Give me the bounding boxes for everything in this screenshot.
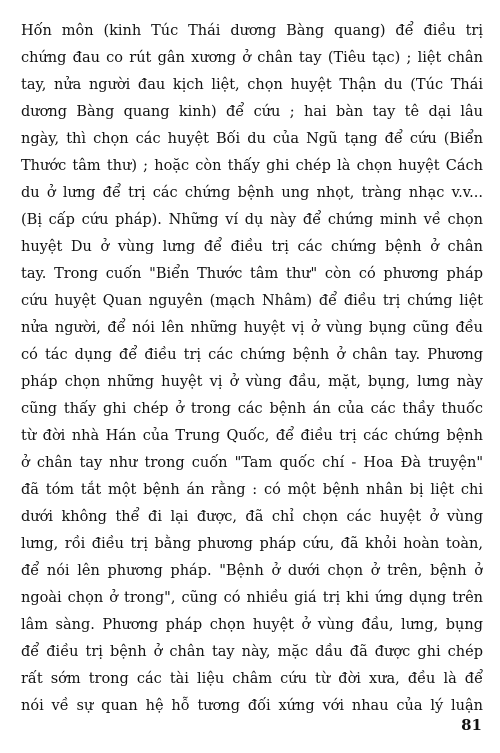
text-line: Hốn môn (kinh Túc Thái dương Bàng quang) để điều trị [21,23,483,39]
text-line: ở chân tay như trong cuốn "Tam quốc chí - Hoa Đà truyện" [21,455,483,471]
text-line: rất sớm trong các tài liệu châm cứu từ đời xưa, đều là để [21,671,483,687]
text-line: Thước tâm thư) ; hoặc còn thấy ghi chép là chọn huyệt Cách [21,158,483,174]
text-line: pháp chọn những huyệt vị ở vùng đầu, mặt, bụng, lưng này [21,374,483,390]
text-line: cứu huyệt Quan nguyên (mạch Nhâm) để điều trị chứng liệt [21,293,483,309]
text-line: (Bị cấp cứu pháp). Những ví dụ này để chứng minh về chọn [21,212,483,228]
text-line: cũng thấy ghi chép ở trong các bệnh án của các thầy thuốc [21,401,483,417]
text-line: tay, nửa người đau kịch liệt, chọn huyệt Thận du (Túc Thái [21,77,483,93]
text-line: để nói lên phương pháp. "Bệnh ở dưới chọn ở trên, bệnh ở [21,563,483,579]
text-line: du ở lưng để trị các chứng bệnh ung nhọt, tràng nhạc v.v... [21,185,483,201]
text-line: nửa người, để nói lên những huyệt vị ở vùng bụng cũng đều [21,320,483,336]
text-line: ngoài chọn ở trong", cũng có nhiều giá trị khi ứng dụng trên [21,590,483,606]
text-line: từ đời nhà Hán của Trung Quốc, để điều trị các chứng bệnh [21,428,483,444]
text-line: lâm sàng. Phương pháp chọn huyệt ở vùng đầu, lưng, bụng [21,617,483,633]
text-line: chứng đau co rút gân xương ở chân tay (Tiêu tạc) ; liệt chân [21,50,483,66]
text-line: tay. Trong cuốn "Biển Thước tâm thư" còn có phương pháp [21,266,483,282]
text-line: dương Bàng quang kinh) để cứu ; hai bàn tay tê dại lâu [21,104,483,120]
text-line: dưới không thể đi lại được, đã chỉ chọn các huyệt ở vùng [21,509,483,525]
text-line: lưng, rồi điều trị bằng phương pháp cứu, đã khỏi hoàn toàn, [21,536,483,552]
text-line: nói về sự quan hệ hỗ tương đối xứng với nhau của lý luận [21,698,483,714]
text-line: có tác dụng để điều trị các chứng bệnh ở chân tay. Phương [21,347,483,363]
text-line: ngày, thì chọn các huyệt Bối du của Ngũ tạng để cứu (Biển [21,131,483,147]
text-line: huyệt Du ở vùng lưng để điều trị các chứng bệnh ở chân [21,239,483,255]
text-line: để điều trị bệnh ở chân tay này, mặc dầu đã được ghi chép [21,644,483,660]
page-number: 81 [461,716,482,734]
text-line: đã tóm tắt một bệnh án rằng : có một bệnh nhân bị liệt chi [21,482,483,498]
